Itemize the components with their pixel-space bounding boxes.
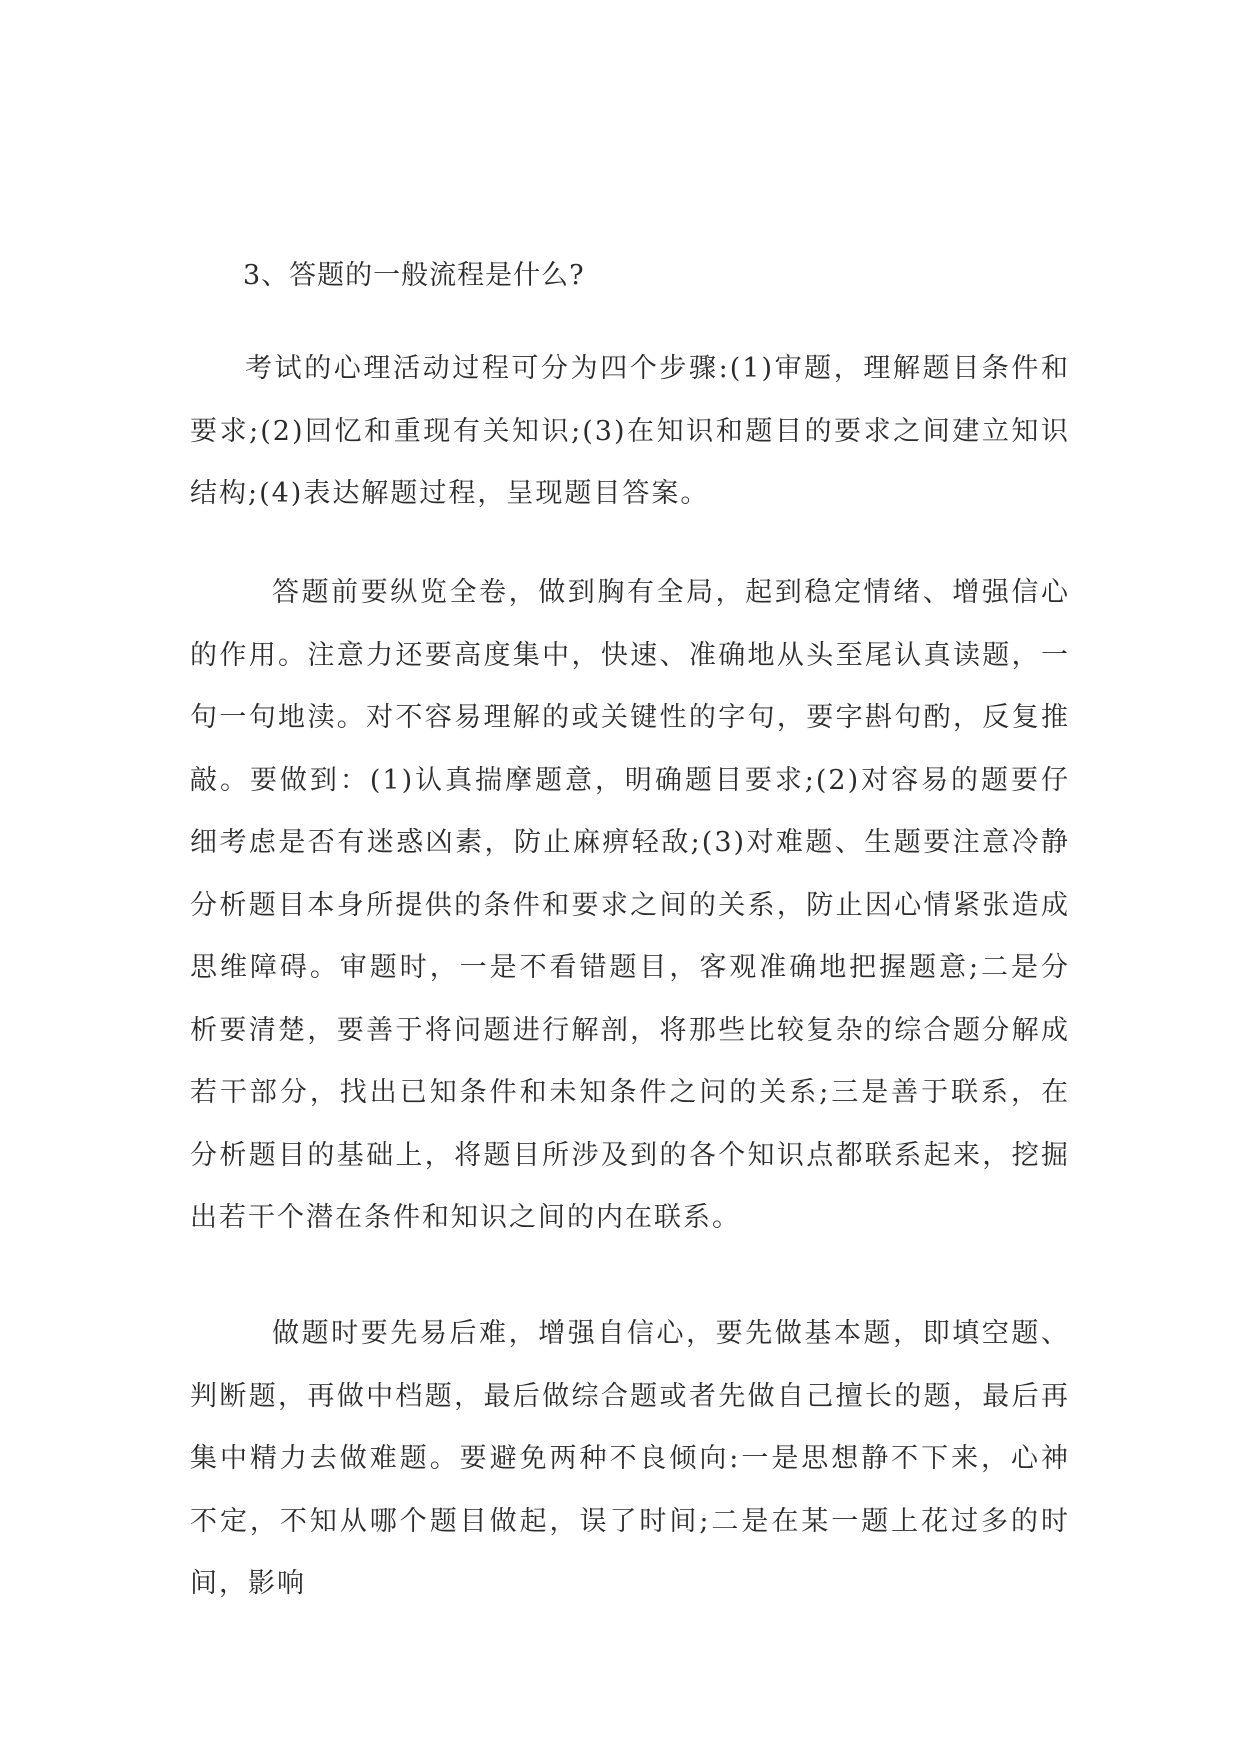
paragraph-reading-questions: 答题前要纵览全卷，做到胸有全局，起到稳定情绪、增强信心的作用。注意力还要高度集中，快速、准确地从头至尾认真读题，一句一句地渎。对不容易理解的或关键性的字句，要字斟句酌，反复推敲。要做到：(1)认真揣摩题意，明确题目要求;(2)对容易的题要仔细考虑是否有迷惑凶素，防止麻痹轻敌;(3)对难题、生题要注意冷静分析题目本身所提供的条件和要求之间的关系，防止因心情紧张造成思维障碍。审题时，一是不看错题目，客观准确地把握题意;二是分析要清楚，要善于将问题进行解剖，将那些比较复杂的综合题分解成若干部分，找出已知条件和未知条件之问的关系;三是善于联系，在分析题目的基础上，将题目所涉及到的各个知识点都联系起来，挖掘出若干个潜在条件和知识之间的内在联系。 [190,577,1070,1233]
paragraph-answering-order: 做题时要先易后难，增强自信心，要先做基本题，即填空题、判断题，再做中档题，最后做综合题或者先做自己擅长的题，最后再集中精力去做难题。要避免两种不良倾向:一是思想静不下来，心神不定，不知从哪个题目做起，误了时间;二是在某一题上花过多的时间，影响 [190,1318,1070,1599]
paragraph-process-steps: 考试的心理活动过程可分为四个步骤:(1)审题，理解题目条件和要求;(2)回忆和重现有关知识;(3)在知识和题目的要求之间建立知识结构;(4)表达解题过程，呈现题目答案。 [190,353,1070,509]
section-heading: 3、答题的一般流程是什么? [243,260,585,291]
